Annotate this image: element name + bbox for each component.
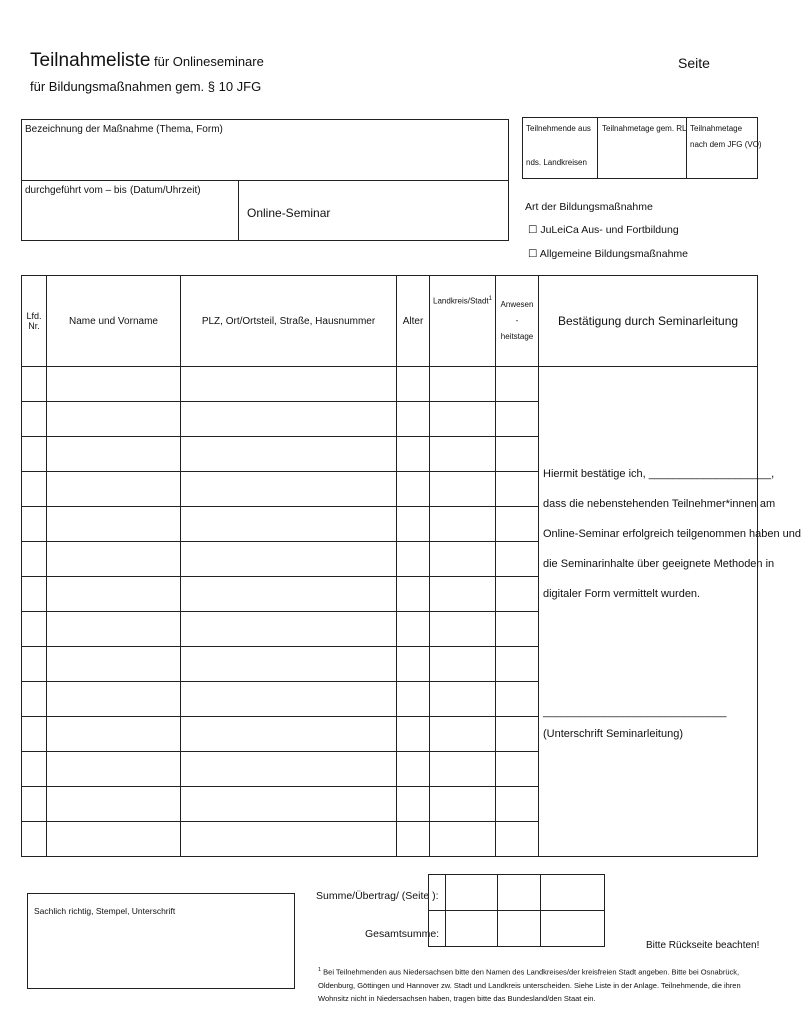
cell-address[interactable] <box>181 752 397 787</box>
footnote-line: Oldenburg, Göttingen und Hannover zw. Stadt und Landkreis unterscheiden. Siehe Liste in der Anlage. Teilnehmende, die ihren <box>318 980 741 990</box>
cell-address[interactable] <box>181 612 397 647</box>
cell-age[interactable] <box>397 367 430 402</box>
cell-nr[interactable] <box>22 437 47 472</box>
cell-district[interactable] <box>430 472 496 507</box>
cell-nr[interactable] <box>22 612 47 647</box>
signature-line[interactable]: ______________________________ <box>543 706 727 718</box>
stats-col3-line1: Teilnahmetage <box>690 124 743 133</box>
stats-district-participants[interactable] <box>522 117 598 179</box>
sum-row <box>429 875 605 911</box>
total-cell[interactable] <box>541 911 605 947</box>
cell-age[interactable] <box>397 822 430 857</box>
table-header-row <box>22 276 758 367</box>
cell-name[interactable] <box>47 437 181 472</box>
cell-age[interactable] <box>397 402 430 437</box>
stats-days-rl[interactable] <box>597 117 687 179</box>
cell-name[interactable] <box>47 542 181 577</box>
cell-nr[interactable] <box>22 402 47 437</box>
cell-days[interactable] <box>496 367 539 402</box>
cell-district[interactable] <box>430 402 496 437</box>
cell-age[interactable] <box>397 717 430 752</box>
stats-days-jfg[interactable] <box>686 117 762 179</box>
cell-nr[interactable] <box>22 542 47 577</box>
page-subtitle: für Bildungsmaßnahmen gem. § 10 JFG <box>30 79 262 94</box>
signature-label: (Unterschrift Seminarleitung) <box>543 728 683 740</box>
cell-nr[interactable] <box>22 507 47 542</box>
measure-type-title: Art der Bildungsmaßnahme <box>525 201 653 213</box>
title-main: Teilnahmeliste <box>30 50 151 71</box>
sum-label: Summe/Übertrag/ (Seite ): <box>316 890 439 902</box>
cell-district[interactable] <box>430 367 496 402</box>
cell-nr[interactable] <box>22 367 47 402</box>
cell-address[interactable] <box>181 507 397 542</box>
cell-days[interactable] <box>496 752 539 787</box>
col-header-district: Landkreis/Stadt$^1$ <box>430 276 496 367</box>
cell-days[interactable] <box>496 437 539 472</box>
title-small: für Onlineseminare <box>150 54 264 69</box>
cell-age[interactable] <box>397 612 430 647</box>
cell-name[interactable] <box>47 472 181 507</box>
cell-district[interactable] <box>430 822 496 857</box>
cell-age[interactable] <box>397 507 430 542</box>
cell-address[interactable] <box>181 647 397 682</box>
total-label: Gesamtsumme: <box>365 928 440 940</box>
cell-address[interactable] <box>181 787 397 822</box>
sum-table <box>428 874 605 947</box>
cell-address[interactable] <box>181 717 397 752</box>
stats-col3-line2: nach dem JFG (VO) <box>690 140 762 149</box>
footnote <box>318 964 741 1005</box>
total-cell[interactable] <box>498 911 541 947</box>
col-header-confirmation: Bestätigung durch Seminarleitung <box>539 276 758 367</box>
cell-district[interactable] <box>430 507 496 542</box>
cell-nr[interactable] <box>22 647 47 682</box>
footnote-line: Wohnsitz nicht in Niedersachsen haben, tragen bitte das Bundesland/den Staat ein. <box>318 993 596 1003</box>
cell-nr[interactable] <box>22 717 47 752</box>
cell-nr[interactable] <box>22 822 47 857</box>
footnote-mark: 1 <box>318 967 322 973</box>
stamp-label: Sachlich richtig, Stempel, Unterschrift <box>34 906 176 916</box>
cell-district[interactable] <box>430 647 496 682</box>
cell-address[interactable] <box>181 822 397 857</box>
cell-age[interactable] <box>397 437 430 472</box>
cell-district[interactable] <box>430 682 496 717</box>
page-title <box>30 50 264 72</box>
cell-address[interactable] <box>181 402 397 437</box>
cell-district[interactable] <box>430 717 496 752</box>
confirmation-panel <box>539 367 801 857</box>
cell-age[interactable] <box>397 647 430 682</box>
cell-address[interactable] <box>181 577 397 612</box>
cell-days[interactable] <box>496 507 539 542</box>
footnote-line: Bei Teilnehmenden aus Niedersachsen bitte den Namen des Landkreises/der kreisfreien Stadt angeben. Bitte bei Osnabrück, <box>321 967 740 977</box>
cell-name[interactable] <box>47 577 181 612</box>
dates-hint: (Datum/Uhrzeit) <box>130 185 201 196</box>
confirm-line: Online-Seminar erfolgreich teilgenommen haben und <box>543 528 801 540</box>
measure-dates-field[interactable] <box>21 180 239 241</box>
measure-title-label: Bezeichnung der Maßnahme (Thema, Form) <box>25 124 223 135</box>
total-row <box>429 911 605 947</box>
cell-name[interactable] <box>47 787 181 822</box>
cell-name[interactable] <box>47 752 181 787</box>
confirm-line: digitaler Form vermittelt wurden. <box>543 588 701 600</box>
cell-name[interactable] <box>47 612 181 647</box>
cell-days[interactable] <box>496 647 539 682</box>
participant-table <box>21 275 801 857</box>
stats-col1-top: Teilnehmende aus <box>526 124 591 133</box>
format-value: Online-Seminar <box>247 206 331 220</box>
cell-days[interactable] <box>496 787 539 822</box>
cell-district[interactable] <box>430 577 496 612</box>
table-row <box>22 367 758 402</box>
sum-cell[interactable] <box>498 875 541 911</box>
cell-age[interactable] <box>397 682 430 717</box>
cell-age[interactable] <box>397 542 430 577</box>
cell-address[interactable] <box>181 542 397 577</box>
col-header-name: Name und Vorname <box>47 276 181 367</box>
cell-name[interactable] <box>47 367 181 402</box>
stamp-signature-field[interactable] <box>27 893 295 989</box>
cell-district[interactable] <box>430 542 496 577</box>
measure-format-field[interactable] <box>238 180 509 241</box>
cell-days[interactable] <box>496 472 539 507</box>
page-number-label: Seite <box>678 55 710 71</box>
cell-age[interactable] <box>397 752 430 787</box>
total-cell[interactable] <box>429 911 446 947</box>
cell-name[interactable] <box>47 647 181 682</box>
confirm-line: Hiermit bestätige ich, ____________________, <box>543 468 775 480</box>
cell-name[interactable] <box>47 717 181 752</box>
cell-age[interactable] <box>397 577 430 612</box>
cell-nr[interactable] <box>22 787 47 822</box>
cell-nr[interactable] <box>22 752 47 787</box>
cell-days[interactable] <box>496 402 539 437</box>
cell-nr[interactable] <box>22 577 47 612</box>
cell-days[interactable] <box>496 612 539 647</box>
cell-address[interactable] <box>181 437 397 472</box>
confirm-line: die Seminarinhalte über geeignete Methoden in <box>543 558 775 570</box>
cell-days[interactable] <box>496 577 539 612</box>
total-cell[interactable] <box>446 911 498 947</box>
cell-address[interactable] <box>181 682 397 717</box>
measure-type-option-juleica[interactable]: ☐ JuLeiCa Aus- und Fortbildung <box>528 224 679 236</box>
col-header-nr: Lfd. Nr. <box>22 276 47 367</box>
cell-name[interactable] <box>47 682 181 717</box>
cell-days[interactable] <box>496 822 539 857</box>
col-header-age: Alter <box>397 276 430 367</box>
cell-days[interactable] <box>496 682 539 717</box>
stats-col1-bottom: nds. Landkreisen <box>526 158 587 167</box>
col-header-address: PLZ, Ort/Ortsteil, Straße, Hausnummer <box>181 276 397 367</box>
cell-name[interactable] <box>47 402 181 437</box>
cell-district[interactable] <box>430 612 496 647</box>
measure-title-field[interactable] <box>21 119 509 181</box>
stats-col2: Teilnahmetage gem. RL <box>602 124 687 133</box>
cell-district[interactable] <box>430 787 496 822</box>
cell-district[interactable] <box>430 752 496 787</box>
dates-label: durchgeführt vom – bis <box>25 185 127 196</box>
cell-nr[interactable] <box>22 472 47 507</box>
sum-cell[interactable] <box>446 875 498 911</box>
confirm-line: dass die nebenstehenden Teilnehmer*innen am <box>543 498 776 510</box>
cell-days[interactable] <box>496 717 539 752</box>
cell-name[interactable] <box>47 507 181 542</box>
cell-days[interactable] <box>496 542 539 577</box>
cell-nr[interactable] <box>22 682 47 717</box>
cell-age[interactable] <box>397 472 430 507</box>
cell-age[interactable] <box>397 787 430 822</box>
cell-district[interactable] <box>430 437 496 472</box>
sum-cell[interactable] <box>429 875 446 911</box>
sum-cell[interactable] <box>541 875 605 911</box>
cell-address[interactable] <box>181 472 397 507</box>
cell-address[interactable] <box>181 367 397 402</box>
measure-type-option-general[interactable]: ☐ Allgemeine Bildungsmaßnahme <box>528 248 688 260</box>
cell-name[interactable] <box>47 822 181 857</box>
back-side-note: Bitte Rückseite beachten! <box>646 940 760 951</box>
col-header-attendance-days: Anwesen - heitstage <box>496 276 539 367</box>
